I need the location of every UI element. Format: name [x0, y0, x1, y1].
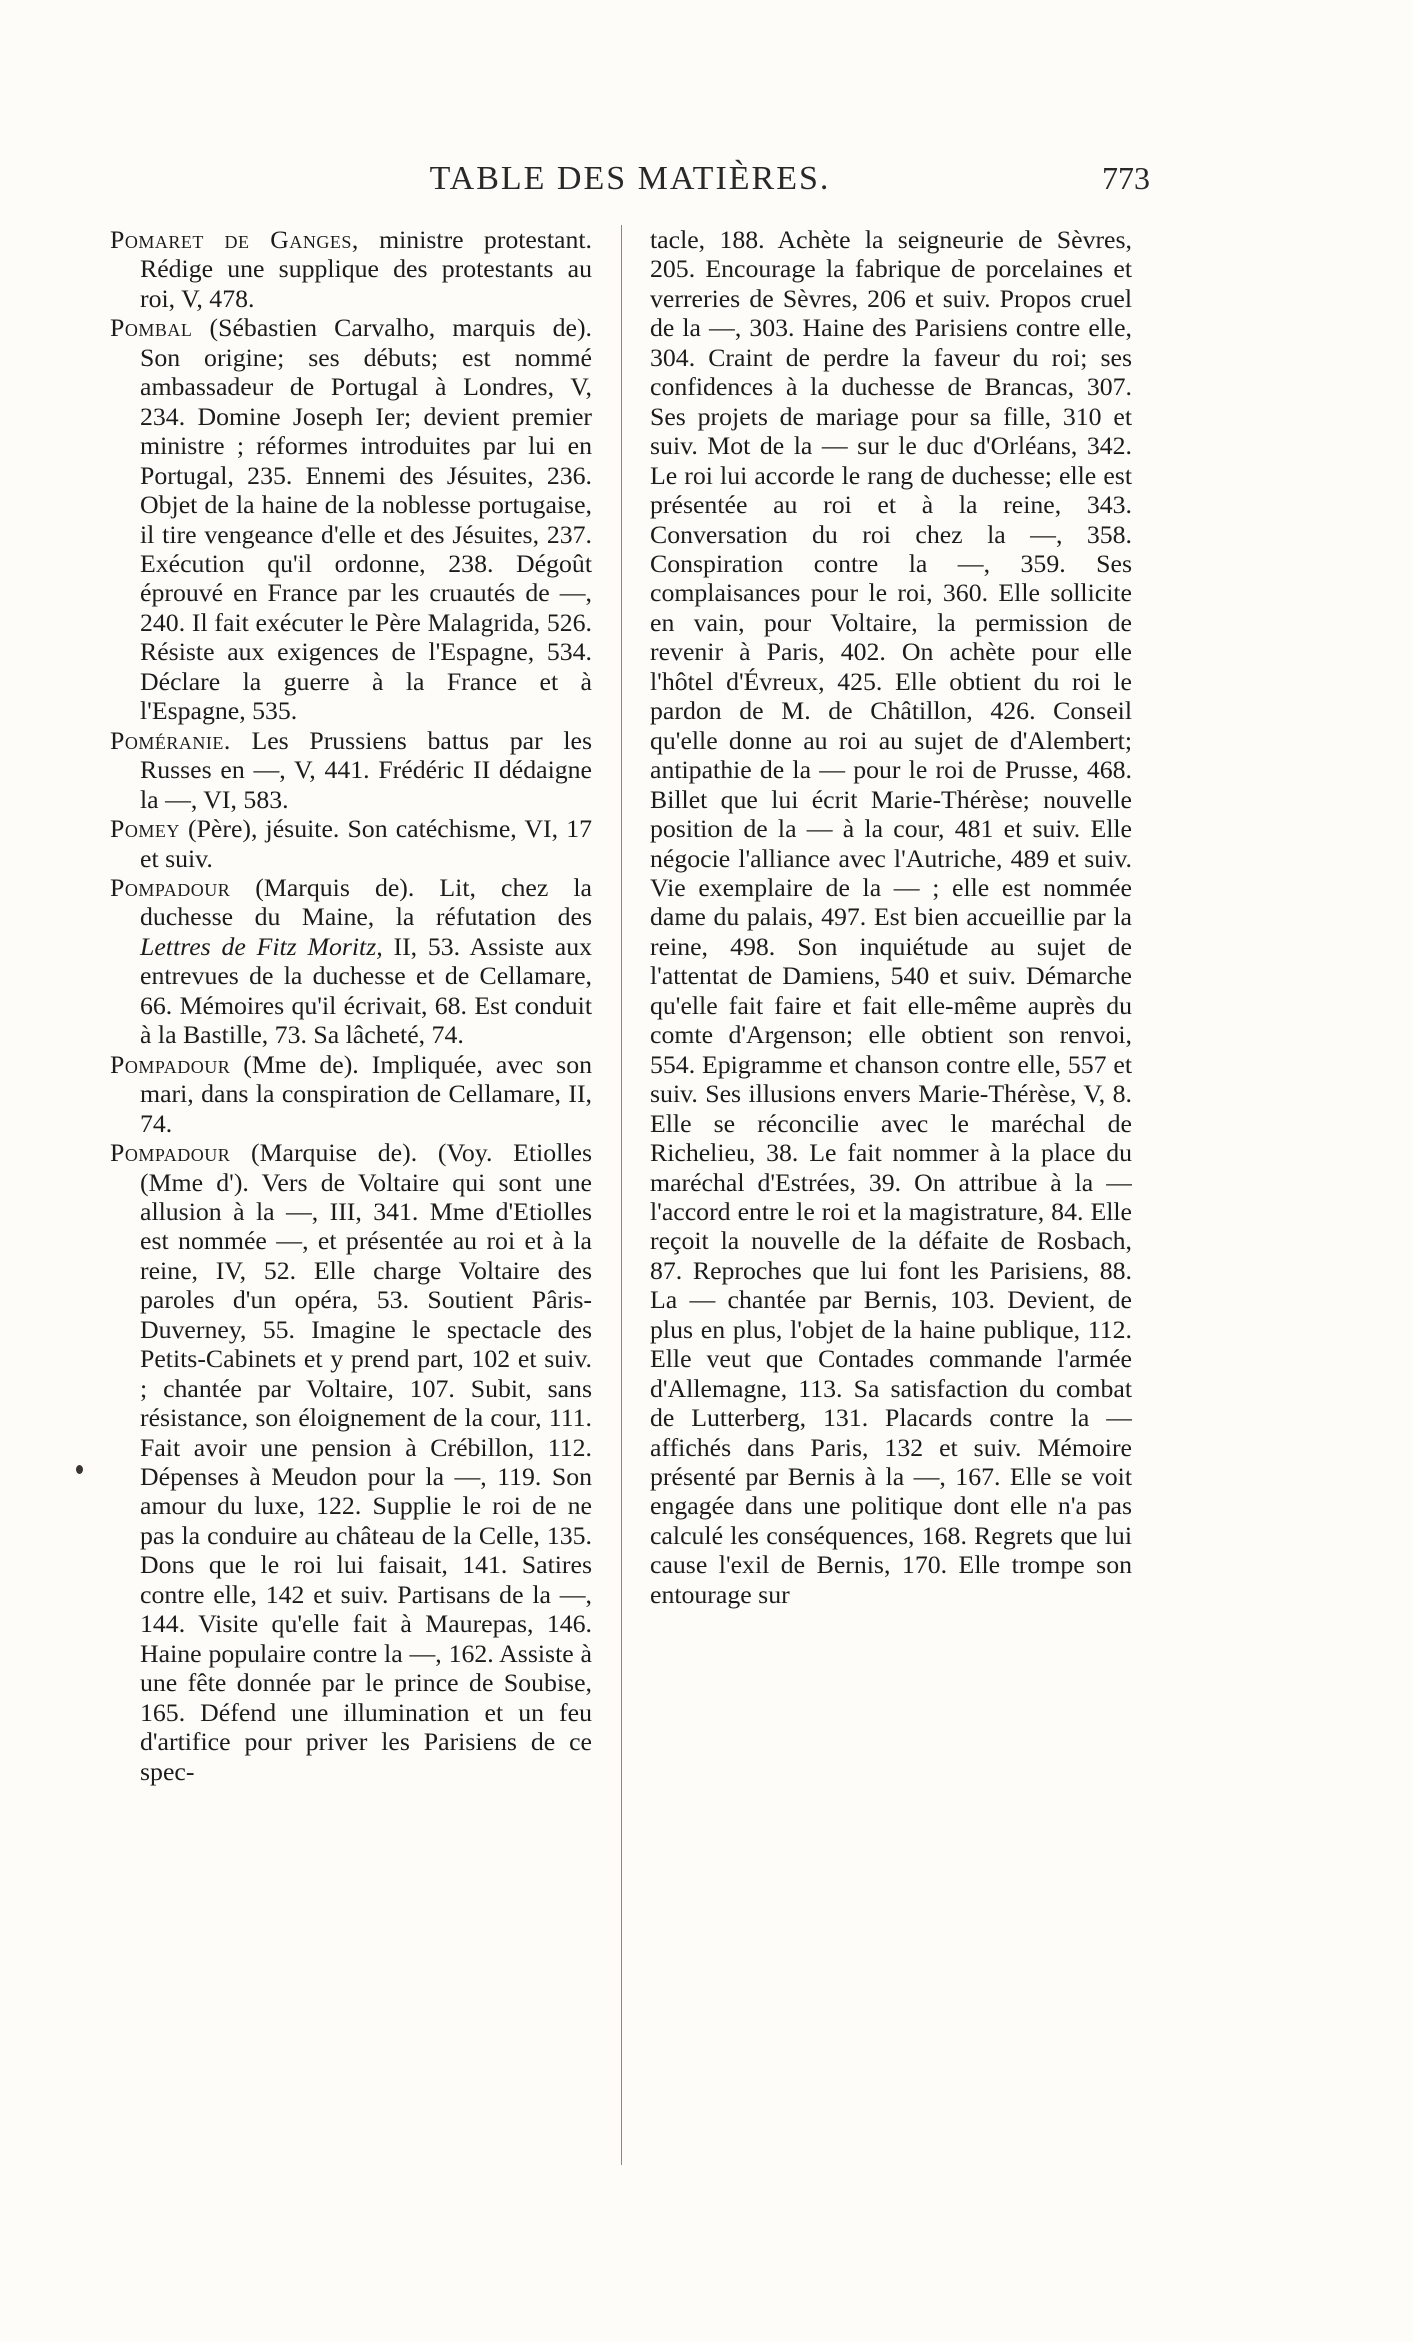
index-entry-continuation: tacle, 188. Achète la seigneurie de Sèvres, 205. Encourage la fabrique de porcelaines et verreries de Sèvres, 206 et suiv. Propos cruel de la —, 303. Haine des Parisiens contre elle, 304. Craint de perdre la faveur du roi; ses confidences à la duchesse de Brancas, 307. Ses projets de mariage pour sa fille, 310 et suiv. Mot de la — sur le duc d'Orléans, 342. Le roi lui accorde le rang de duchesse; elle est présentée au roi et à la reine, 343. Conversation du roi chez la —, 358. Conspiration contre la —, 359. Ses complaisances pour le roi, 360. Elle sollicite en vain, pour Voltaire, la permission de revenir à Paris, 402. On achète pour elle l'hôtel d'Évreux, 425. Elle obtient du roi le pardon de M. de Châtillon, 426. Conseil qu'elle donne au roi au sujet de d'Alembert; antipathie de la — pour le roi de Prusse, 468. Billet que lui écrit Marie-Thérèse; nouvelle position de la — à la cour, 481 et suiv. Elle négocie l'alliance avec l'Autriche, 489 et suiv. Vie exemplaire de la — ; elle est nommée dame du palais, 497. Est bien accueillie par la reine, 498. Son inquiétude au sujet de l'attentat de Damiens, 540 et suiv. Démarche qu'elle fait faire et fait elle-même auprès du comte d'Argenson; elle obtient son renvoi, 554. Epigramme et chanson contre elle, 557 et suiv. Ses illusions envers Marie-Thérèse, V, 8. Elle se réconcilie avec le maréchal de Richelieu, 38. Le fait nommer à la place du maréchal d'Estrées, 39. On attribue à la — l'accord entre le roi et la magistrature, 84. Elle reçoit la nouvelle de la défaite de Rosbach, 87. Reproches que lui font les Parisiens, 88. La — chantée par Bernis, 103. Devient, de plus en plus, l'objet de la haine publique, 112. Elle veut que Contades commande l'armée d'Allemagne, 113. Sa satisfaction du combat de Lutterberg, 131. Placards contre la — affichés dans Paris, 132 et suiv. Mémoire présenté par Bernis à la —, 167. Elle se voit engagée dans une politique dont elle n'a pas calculé les conséquences, 168. Regrets que lui cause l'exil de Bernis, 170. Elle trompe son entourage sur	[650, 225, 1132, 1609]
entry-headword: Pompadour	[110, 1049, 231, 1079]
entry-text: (Marquise de). (Voy. Etiolles (Mme d'). Vers de Voltaire qui sont une allusion à la —, III, 341. Mme d'Etiolles est nommée —, et présentée au roi et à la reine, IV, 52. Elle charge Voltaire des paroles d'un opéra, 53. Soutient Pâris-Duverney, 55. Imagine le spectacle des Petits-Cabinets et y prend part, 102 et suiv. ; chantée par Voltaire, 107. Subit, sans résistance, son éloignement de la cour, 111. Fait avoir une pension à Crébillon, 112. Dépenses à Meudon pour la —, 119. Son amour du luxe, 122. Supplie le roi de ne pas la conduire au château de la Celle, 135. Dons que le roi lui faisait, 141. Satires contre elle, 142 et suiv. Partisans de la —, 144. Visite qu'elle fait à Maurepas, 146. Haine populaire contre la —, 162. Assiste à une fête donnée par le prince de Soubise, 165. Défend une illumination et un feu d'artifice pour priver les Parisiens de ce spec-	[140, 1138, 592, 1786]
index-entry-pomaret	[110, 225, 592, 313]
entry-text: II, 53. Assiste aux entrevues de la duchesse et de Cellamare, 66. Mémoires qu'il écrivait, 68. Est conduit à la Bastille, 73. Sa lâcheté, 74.	[140, 931, 592, 1050]
entry-headword: Poméranie.	[110, 725, 231, 755]
ink-spot	[76, 1465, 83, 1474]
column-divider	[621, 225, 622, 2165]
entry-headword: Pomaret de Ganges,	[110, 225, 359, 254]
page-number: 773	[1102, 160, 1150, 196]
left-column	[110, 225, 592, 2165]
entry-headword: Pompadour	[110, 1138, 231, 1168]
entry-text: Les Prussiens battus par les Russes en —, V, 441. Frédéric II dédaigne la —, VI, 583.	[140, 725, 592, 814]
entry-text: (Sébastien Carvalho, marquis de). Son origine; ses débuts; est nommé ambassadeur de Portugal à Londres, V, 234. Domine Joseph Ier; devient premier ministre ; réformes introduites par lui en Portugal, 235. Ennemi des Jésuites, 236. Objet de la haine de la noblesse portugaise, il tire vengeance d'elle et des Jésuites, 237. Exécution qu'il ordonne, 238. Dégoût éprouvé en France par les cruautés de —, 240. Il fait exécuter le Père Malagrida, 526. Résiste aux exigences de l'Espagne, 534. Déclare la guerre à la France et à l'Espagne, 535.	[140, 313, 592, 726]
index-entry-pompadour-marquis	[110, 873, 592, 1050]
entry-text: (Père), jésuite. Son catéchisme, VI, 17 et suiv.	[140, 814, 592, 873]
index-entry-pompadour-marquise	[110, 1138, 592, 1786]
running-title: TABLE DES MATIÈRES.	[429, 160, 831, 197]
index-entry-pombal	[110, 313, 592, 725]
index-entry-pompadour-mme	[110, 1050, 592, 1138]
index-entry-pomeranie	[110, 726, 592, 814]
right-column	[650, 225, 1132, 2165]
index-entry-pomey	[110, 814, 592, 873]
entry-headword: Pompadour	[110, 872, 231, 902]
entry-headword: Pombal	[110, 313, 193, 343]
entry-text: ministre protestant. Rédige une supplique des protestants au roi, V, 478.	[140, 225, 592, 313]
page-header	[110, 160, 1150, 212]
entry-italic-title: Lettres de Fitz Moritz,	[140, 931, 383, 961]
entry-text: (Mme de). Impliquée, avec son mari, dans la conspiration de Cellamare, II, 74.	[140, 1049, 592, 1138]
entry-headword: Pomey	[110, 814, 180, 844]
index-columns	[110, 225, 1150, 2165]
entry-text: (Marquis de). Lit, chez la duchesse du Maine, la réfutation des	[140, 872, 592, 932]
